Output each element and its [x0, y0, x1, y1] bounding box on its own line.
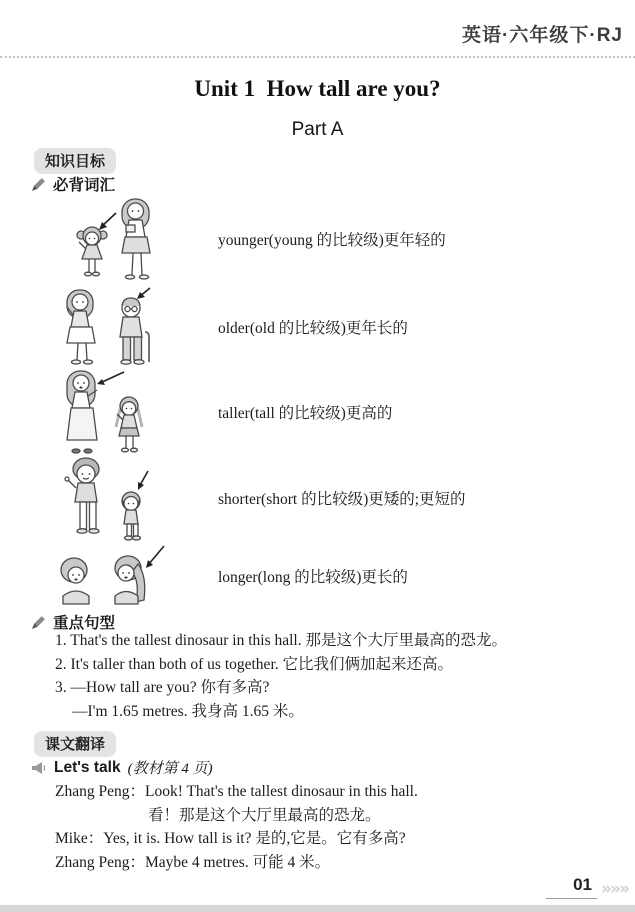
lets-talk-label: Let's talk	[54, 758, 121, 776]
header-dotted-rule	[0, 56, 635, 58]
vocab-row-older	[0, 285, 635, 369]
illustration-shorter	[36, 455, 186, 541]
sentence-line: 1. That's the tallest dinosaur in this hall. 那是这个大厅里最高的恐龙。	[55, 632, 507, 649]
vocab-heading-label: 必背词汇	[53, 177, 116, 194]
lets-talk-page-ref: (教材第 4 页)	[127, 761, 213, 777]
vocab-text-younger: younger(young 的比较级)更年轻的	[218, 232, 446, 249]
vocab-row-taller	[0, 369, 635, 455]
vocab-text-shorter: shorter(short 的比较级)更矮的;更短的	[218, 491, 466, 508]
knowledge-objectives-badge: 知识目标	[34, 148, 116, 174]
illustration-longer	[36, 544, 186, 608]
vocab-text-older: older(old 的比较级)更年长的	[218, 320, 408, 337]
chevrons-icon: »»»	[601, 879, 628, 899]
part-title: Part A	[291, 119, 344, 140]
key-sentence-list	[55, 629, 507, 723]
unit-title: Unit 1 How tall are you?	[194, 76, 441, 101]
dialogue-block	[55, 780, 418, 874]
lets-talk-heading	[31, 757, 213, 778]
illustration-older	[36, 286, 186, 368]
sentence-line: 3. —How tall are you? 你有多高?	[55, 679, 270, 696]
dialogue-line-translation: 看！那是这个大厅里最高的恐龙。	[148, 806, 381, 824]
vocab-text-longer: longer(long 的比较级)更长的	[218, 569, 408, 586]
edition-label: 英语·六年级下·RJ	[462, 25, 623, 46]
vocab-row-shorter	[0, 455, 635, 541]
vocab-row-younger	[0, 193, 635, 285]
pen-icon	[31, 177, 46, 192]
illustration-taller	[36, 369, 186, 455]
page-number: 01	[546, 875, 597, 899]
vocab-section-heading	[31, 173, 115, 195]
sentence-line: 2. It's taller than both of us together. 它比我们俩加起来还高。	[55, 655, 453, 673]
dialogue-line: Zhang Peng：Maybe 4 metres. 可能 4 米。	[55, 853, 331, 871]
sentence-heading-label: 重点句型	[53, 615, 116, 632]
illustration-younger	[36, 195, 186, 283]
bottom-bar	[0, 905, 635, 912]
dialogue-line: Mike：Yes, it is. How tall is it? 是的,它是。它有多高?	[55, 830, 406, 847]
text-translation-badge: 课文翻译	[34, 731, 116, 757]
dialogue-line: Zhang Peng：Look! That's the tallest dinosaur in this hall.	[55, 783, 418, 800]
vocab-list	[0, 193, 635, 611]
megaphone-icon	[31, 761, 47, 775]
vocab-text-taller: taller(tall 的比较级)更高的	[218, 405, 393, 422]
pen-icon	[31, 615, 46, 630]
sentence-line: —I'm 1.65 metres. 我身高 1.65 米。	[72, 702, 304, 720]
vocab-row-longer	[0, 541, 635, 611]
